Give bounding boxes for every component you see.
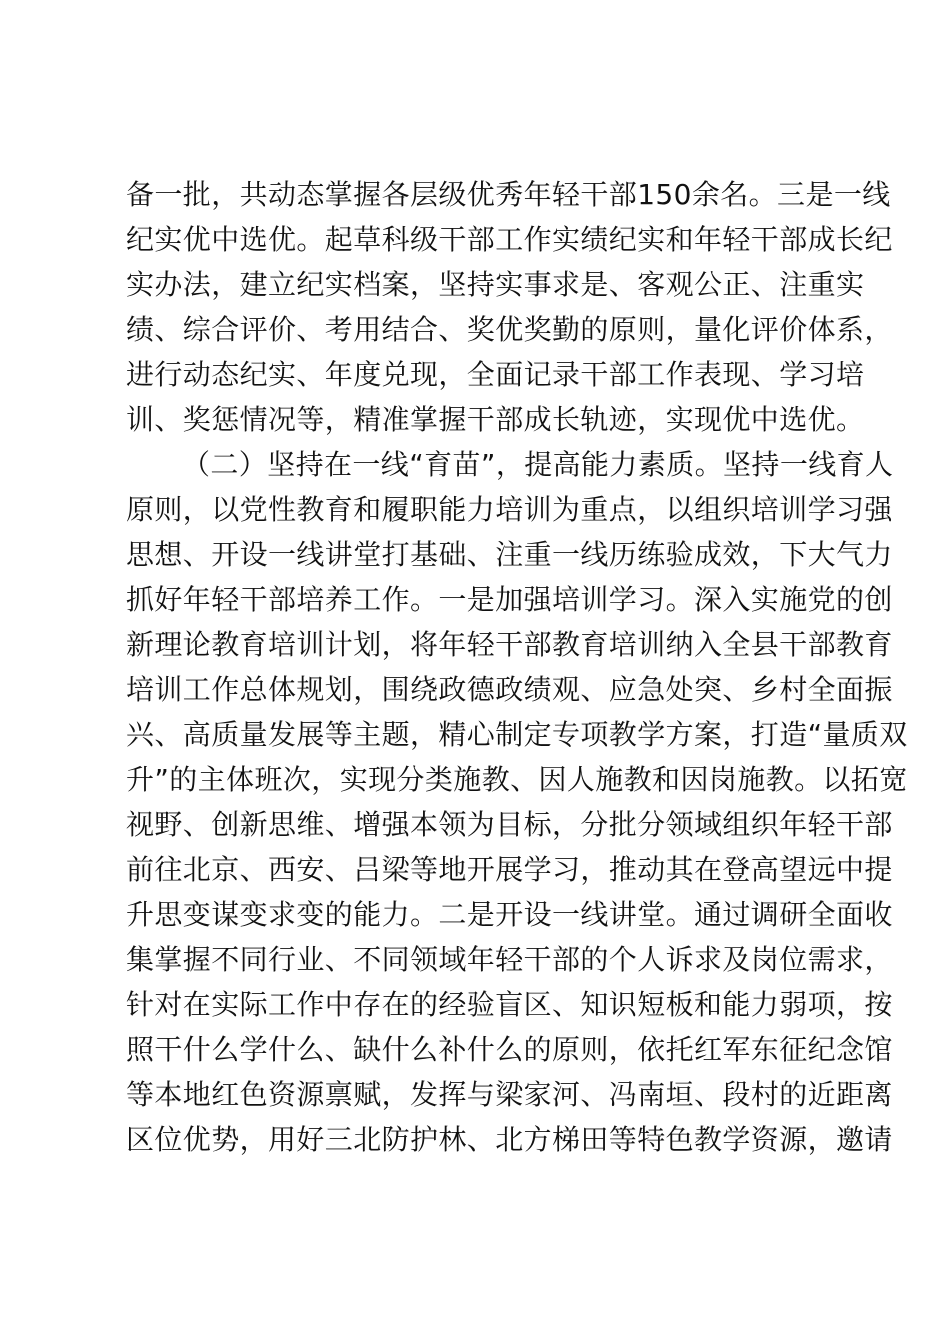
- text-line-19: 针对在实际工作中存在的经验盲区、知识短板和能力弱项，按: [126, 988, 893, 1021]
- text-line-18: 集掌握不同行业、不同领域年轻干部的个人诉求及岗位需求，: [126, 943, 893, 976]
- text-line-14: 升”的主体班次，实现分类施教、因人施教和因岗施教。以拓宽: [126, 763, 908, 796]
- text-line-12: 培训工作总体规划，围绕政德政绩观、应急处突、乡村全面振: [126, 673, 893, 706]
- text-line-3: 实办法，建立纪实档案，坚持实事求是、客观公正、注重实: [126, 268, 865, 301]
- text-line-17: 升思变谋变求变的能力。二是开设一线讲堂。通过调研全面收: [126, 898, 893, 931]
- text-line-2: 纪实优中选优。起草科级干部工作实绩纪实和年轻干部成长纪: [126, 223, 893, 256]
- text-line-15: 视野、创新思维、增强本领为目标，分批分领域组织年轻干部: [126, 808, 893, 841]
- text-line-6: 训、奖惩情况等，精准掌握干部成长轨迹，实现优中选优。: [126, 403, 865, 436]
- text-line-9: 思想、开设一线讲堂打基础、注重一线历练验成效，下大气力: [126, 538, 893, 571]
- text-line-11: 新理论教育培训计划，将年轻干部教育培训纳入全县干部教育: [126, 628, 893, 661]
- text-line-20: 照干什么学什么、缺什么补什么的原则，依托红军东征纪念馆: [126, 1033, 893, 1066]
- text-line-8: 原则，以党性教育和履职能力培训为重点，以组织培训学习强: [126, 493, 893, 526]
- text-line-1: 备一批，共动态掌握各层级优秀年轻干部150余名。三是一线: [126, 178, 891, 211]
- text-line-16: 前往北京、西安、吕梁等地开展学习，推动其在登高望远中提: [126, 853, 893, 886]
- text-line-22: 区位优势，用好三北防护林、北方梯田等特色教学资源，邀请: [126, 1123, 893, 1156]
- text-line-21: 等本地红色资源禀赋，发挥与梁家河、冯南垣、段村的近距离: [126, 1078, 893, 1111]
- section-heading-line: （二）坚持在一线“育苗”，提高能力素质。坚持一线育人: [182, 448, 894, 481]
- text-line-10: 抓好年轻干部培养工作。一是加强培训学习。深入实施党的创: [126, 583, 893, 616]
- text-line-4: 绩、综合评价、考用结合、奖优奖勤的原则，量化评价体系，: [126, 313, 893, 346]
- text-line-13: 兴、高质量发展等主题，精心制定专项教学方案，打造“量质双: [126, 718, 908, 751]
- text-line-5: 进行动态纪实、年度兑现，全面记录干部工作表现、学习培: [126, 358, 865, 391]
